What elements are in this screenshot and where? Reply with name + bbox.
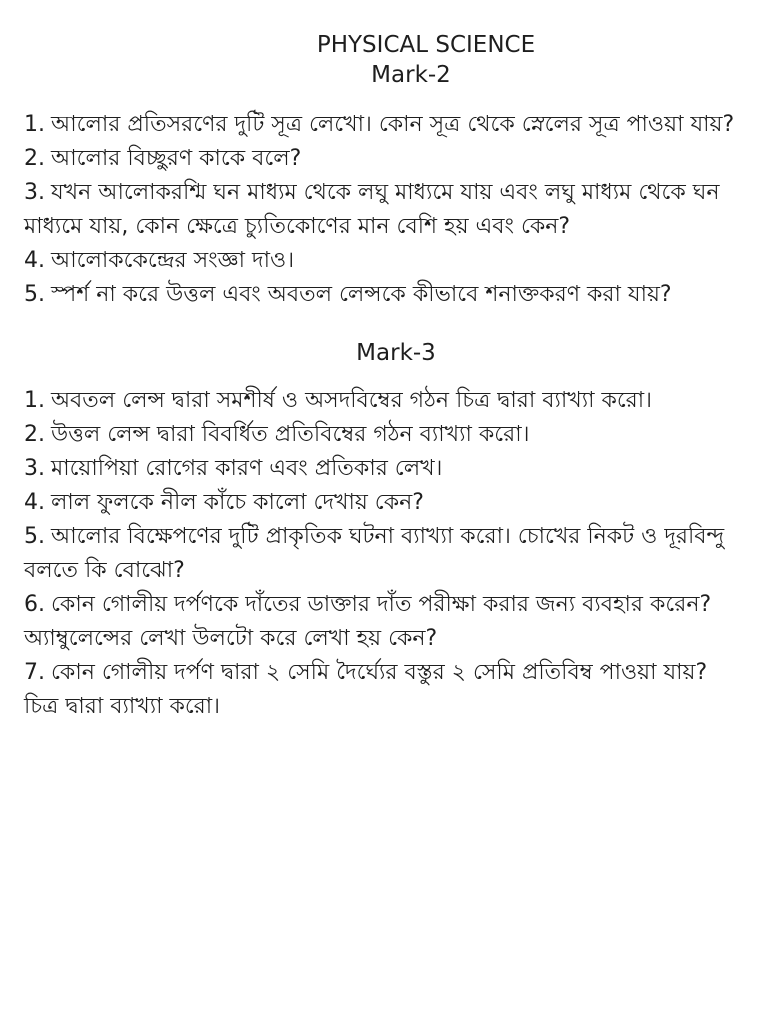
question-item (24, 278, 748, 312)
question-item (24, 142, 748, 176)
question-number: 2. (24, 146, 45, 171)
question-item (24, 384, 748, 418)
question-text: মায়োপিয়া রোগের কারণ এবং প্রতিকার লেখ। (51, 456, 443, 481)
question-text: যখন আলোকরশ্মি ঘন মাধ্যম থেকে লঘু মাধ্যমে যায় এবং লঘু মাধ্যম থেকে ঘন মাধ্যমে যায়, কোন ক্ষেত্রে চ্যুতিকোণের মান বেশি হয় এবং কেন? (24, 180, 720, 239)
question-item (24, 656, 748, 724)
question-number: 7. (24, 660, 45, 685)
question-number: 3. (24, 180, 45, 205)
question-text: লাল ফুলকে নীল কাঁচে কালো দেখায় কেন? (51, 490, 424, 515)
question-number: 1. (24, 388, 45, 413)
question-text: স্পর্শ না করে উত্তল এবং অবতল লেন্সকে কীভাবে শনাক্তকরণ করা যায়? (51, 282, 672, 307)
question-text: উত্তল লেন্স দ্বারা বিবর্ধিত প্রতিবিম্বের গঠন ব্যাখ্যা করো। (51, 422, 530, 447)
page-title: PHYSICAL SCIENCE (316, 32, 536, 58)
question-item (24, 452, 748, 486)
mark-3-section (24, 338, 748, 724)
question-number: 2. (24, 422, 45, 447)
question-text: আলোর বিক্ষেপণের দুটি প্রাকৃতিক ঘটনা ব্যাখ্যা করো। চোখের নিকট ও দূরবিন্দু বলতে কি বোঝো? (24, 524, 725, 583)
question-item (24, 486, 748, 520)
mark-3-question-list (24, 384, 748, 724)
question-text: অবতল লেন্স দ্বারা সমশীর্ষ ও অসদবিম্বের গঠন চিত্র দ্বারা ব্যাখ্যা করো। (51, 388, 653, 413)
question-number: 5. (24, 524, 45, 549)
section-heading-mark-2: Mark-2 (371, 62, 451, 88)
question-item (24, 418, 748, 452)
mark-2-question-list (24, 108, 748, 312)
question-item (24, 588, 748, 656)
question-paper (24, 30, 748, 724)
question-item (24, 176, 748, 244)
question-text: আলোককেন্দ্রের সংজ্ঞা দাও। (51, 248, 295, 273)
question-number: 4. (24, 248, 45, 273)
question-number: 5. (24, 282, 45, 307)
question-item (24, 520, 748, 588)
question-number: 4. (24, 490, 45, 515)
question-number: 6. (24, 592, 45, 617)
question-text: আলোর বিচ্ছুরণ কাকে বলে? (51, 146, 302, 171)
section-heading-mark-3: Mark-3 (356, 340, 436, 366)
question-item (24, 108, 748, 142)
question-text: কোন গোলীয় দর্পণকে দাঁতের ডাক্তার দাঁত পরীক্ষা করার জন্য ব্যবহার করেন? অ্যাম্বুলেন্সের লেখা উলটো করে লেখা হয় কেন? (24, 592, 712, 651)
question-number: 3. (24, 456, 45, 481)
question-text: আলোর প্রতিসরণের দুটি সূত্র লেখো। কোন সূত্র থেকে স্নেলের সূত্র পাওয়া যায়? (51, 112, 735, 137)
question-text: কোন গোলীয় দর্পণ দ্বারা ২ সেমি দৈর্ঘ্যের বস্তুর ২ সেমি প্রতিবিম্ব পাওয়া যায়? চিত্র দ্বারা ব্যাখ্যা করো। (24, 660, 708, 719)
question-item (24, 244, 748, 278)
question-number: 1. (24, 112, 45, 137)
